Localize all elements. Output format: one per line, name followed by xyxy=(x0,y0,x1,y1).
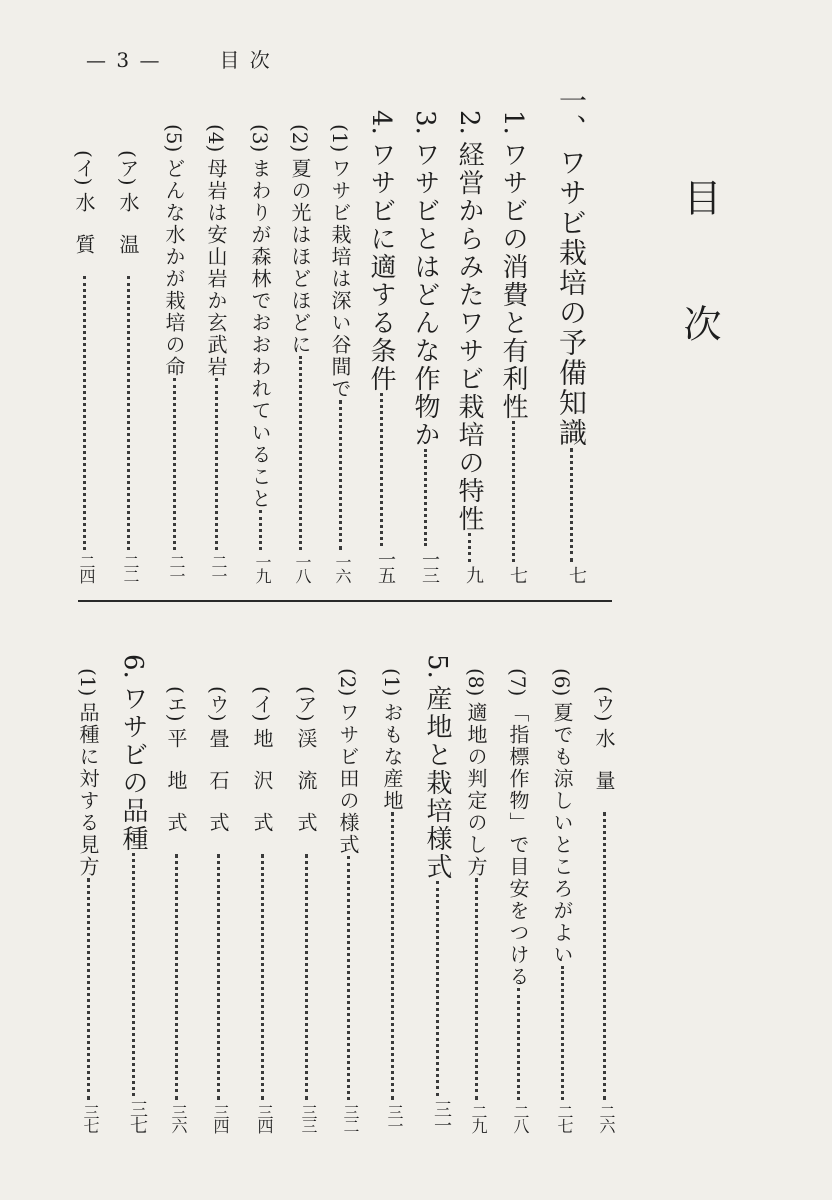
entry-page: 二六 xyxy=(597,1104,616,1132)
entry-number: (5) xyxy=(162,124,186,153)
entry-title: 品種に対する見方 xyxy=(76,702,100,879)
toc-entry[interactable] xyxy=(296,686,316,1132)
toc-entry[interactable] xyxy=(164,124,184,582)
toc-entry[interactable] xyxy=(206,124,226,582)
entry-title: 母岩は安山岩か玄武岩 xyxy=(204,158,228,379)
dot-leader xyxy=(347,856,350,1100)
toc-entry-chapter-1[interactable] xyxy=(555,86,588,582)
entry-number: 2. xyxy=(454,110,484,135)
toc-entry[interactable] xyxy=(552,668,572,1132)
entry-page: 二七 xyxy=(555,1104,574,1132)
entry-page: 三六 xyxy=(169,1104,188,1132)
dot-leader xyxy=(261,854,264,1100)
entry-title: まわりが森林でおおわれていること xyxy=(248,158,272,511)
entry-page: 三一 xyxy=(431,1100,452,1132)
dot-leader xyxy=(561,966,564,1100)
entry-number: (ウ) xyxy=(206,686,230,722)
dot-leader xyxy=(436,881,439,1096)
entry-title: 平地式 xyxy=(164,727,188,854)
entry-page: 三四 xyxy=(211,1104,230,1132)
entry-number: (3) xyxy=(248,124,272,153)
entry-number: 6. xyxy=(118,654,148,679)
toc-entry[interactable] xyxy=(382,668,402,1132)
entry-title: ワサビに適する条件 xyxy=(366,140,396,393)
entry-title: ワサビ栽培は深い谷間で xyxy=(328,158,352,401)
dot-leader xyxy=(217,854,220,1100)
entry-page: 三七 xyxy=(127,1100,148,1132)
dot-leader xyxy=(173,378,176,550)
page-title: 目次 xyxy=(677,178,721,430)
entry-number: (7) xyxy=(506,668,530,697)
toc-entry[interactable] xyxy=(368,110,394,582)
entry-title: 夏でも涼しいところがよい xyxy=(550,702,574,967)
entry-number: 一、 xyxy=(555,86,588,142)
entry-title: 適地の判定のし方 xyxy=(464,702,488,879)
entry-title: 「指標作物」で目安をつける xyxy=(506,702,530,989)
section-divider xyxy=(78,600,612,602)
entry-title: 地沢式 xyxy=(250,727,274,854)
entry-number: (ウ) xyxy=(592,686,616,722)
entry-title: ワサビの消費と有利性 xyxy=(498,140,528,421)
dot-leader xyxy=(424,449,427,546)
dot-leader xyxy=(570,448,573,562)
entry-page: 二一 xyxy=(209,554,228,582)
entry-number: (6) xyxy=(550,668,574,697)
entry-page: 一八 xyxy=(293,554,312,582)
dot-leader xyxy=(83,276,86,550)
entry-title: 産地と栽培様式 xyxy=(422,684,452,881)
entry-number: (1) xyxy=(76,668,100,697)
entry-number: 3. xyxy=(410,110,440,135)
toc-entry[interactable] xyxy=(290,124,310,582)
entry-page: 二九 xyxy=(469,1104,488,1132)
toc-entry[interactable] xyxy=(166,686,186,1132)
entry-number: (イ) xyxy=(72,150,96,186)
toc-entry[interactable] xyxy=(252,686,272,1132)
entry-page: 二四 xyxy=(77,554,96,582)
toc-entry[interactable] xyxy=(78,668,98,1132)
toc-entry[interactable] xyxy=(208,686,228,1132)
entry-page: 三一 xyxy=(385,1104,404,1132)
dot-leader xyxy=(339,400,342,550)
toc-entry[interactable] xyxy=(594,686,614,1132)
entry-title: おもな産地 xyxy=(380,702,404,813)
entry-title: ワサビ栽培の予備知識 xyxy=(555,148,588,448)
entry-title: 水質 xyxy=(72,191,96,276)
dot-leader xyxy=(259,510,262,550)
entry-number: (2) xyxy=(288,124,312,153)
dot-leader xyxy=(391,812,394,1100)
entry-page: 三三 xyxy=(299,1104,318,1132)
dot-leader xyxy=(380,393,383,546)
entry-number: (8) xyxy=(464,668,488,697)
entry-page: 七 xyxy=(507,566,528,582)
entry-title: 経営からみたワサビ栽培の特性 xyxy=(454,140,484,533)
entry-page: 三七 xyxy=(81,1104,100,1132)
entry-page: 二二 xyxy=(121,554,140,582)
dot-leader xyxy=(512,421,515,562)
entry-page: 一五 xyxy=(375,550,396,582)
toc-entry[interactable] xyxy=(338,668,358,1132)
entry-title: 夏の光はほどほどに xyxy=(288,158,312,357)
toc-entry[interactable] xyxy=(508,668,528,1132)
dot-leader xyxy=(517,988,520,1100)
dot-leader xyxy=(299,356,302,550)
entry-title: ワサビの品種 xyxy=(118,684,148,853)
entry-number: (エ) xyxy=(164,686,188,722)
toc-entry[interactable] xyxy=(456,110,482,582)
entry-page: 七 xyxy=(566,566,587,582)
dot-leader xyxy=(175,854,178,1100)
dot-leader xyxy=(132,853,135,1096)
entry-page: 二一 xyxy=(167,554,186,582)
entry-page: 三二 xyxy=(341,1104,360,1132)
entry-number: (4) xyxy=(204,124,228,153)
dot-leader xyxy=(305,854,308,1100)
entry-page: 一六 xyxy=(333,554,352,582)
dot-leader xyxy=(468,533,471,562)
entry-number: 1. xyxy=(498,110,528,135)
dot-leader xyxy=(215,378,218,550)
entry-number: (イ) xyxy=(250,686,274,722)
entry-number: 4. xyxy=(366,110,396,135)
toc-entry[interactable] xyxy=(424,654,450,1132)
dot-leader xyxy=(127,276,130,550)
entry-title: 渓流式 xyxy=(294,727,318,854)
entry-number: (ア) xyxy=(116,150,140,186)
entry-title: 水量 xyxy=(592,727,616,812)
entry-page: 九 xyxy=(463,566,484,582)
entry-number: (2) xyxy=(336,668,360,697)
entry-page: 一九 xyxy=(253,554,272,582)
entry-number: (1) xyxy=(328,124,352,153)
entry-page: 三四 xyxy=(255,1104,274,1132)
entry-page: 二八 xyxy=(511,1104,530,1132)
entry-title: どんな水かが栽培の命 xyxy=(162,158,186,379)
entry-page: 一三 xyxy=(419,550,440,582)
entry-title: 水温 xyxy=(116,191,140,276)
dot-leader xyxy=(603,812,606,1100)
entry-number: (1) xyxy=(380,668,404,697)
toc-entry[interactable] xyxy=(412,110,438,582)
entry-title: ワサビ田の様式 xyxy=(336,702,360,857)
dot-leader xyxy=(475,878,478,1100)
toc-entry[interactable] xyxy=(250,124,270,582)
toc-entry[interactable] xyxy=(120,654,146,1132)
toc-entry[interactable] xyxy=(466,668,486,1132)
entry-title: ワサビとはどんな作物か xyxy=(410,140,440,449)
toc-entry[interactable] xyxy=(118,150,138,582)
entry-title: 畳石式 xyxy=(206,727,230,854)
entry-number: (ア) xyxy=(294,686,318,722)
entry-number: 5. xyxy=(422,654,452,679)
running-header xyxy=(86,44,272,73)
toc-entry[interactable] xyxy=(74,150,94,582)
header-label: 目 次 xyxy=(219,48,272,72)
dot-leader xyxy=(87,878,90,1100)
page-number: — 3 — xyxy=(86,48,162,72)
toc-entry[interactable] xyxy=(500,110,526,582)
toc-entry[interactable] xyxy=(330,124,350,582)
